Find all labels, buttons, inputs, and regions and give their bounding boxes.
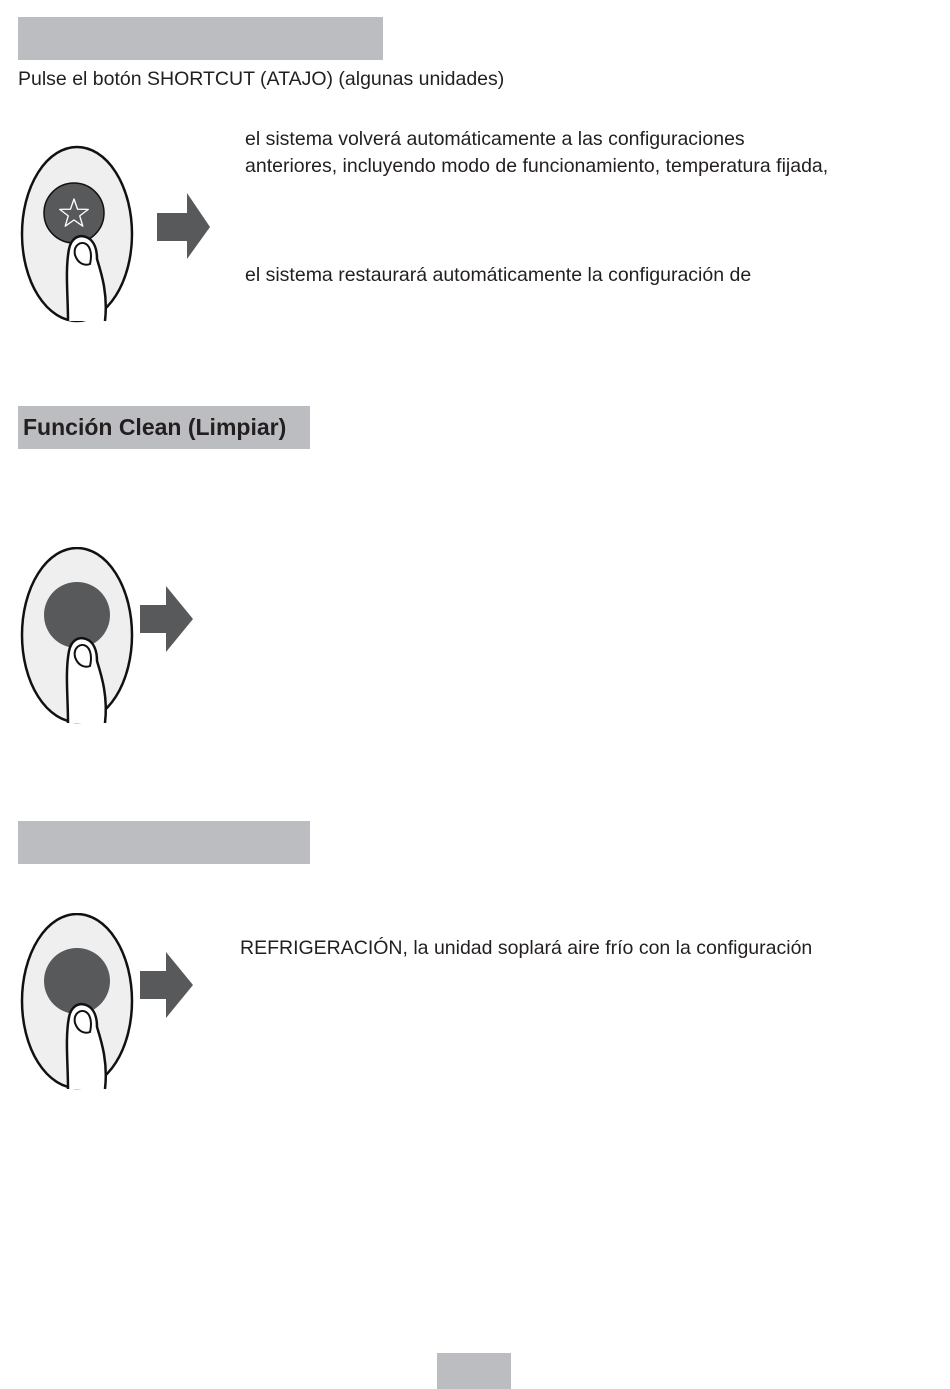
section-header-bar-shortcut [18, 17, 383, 60]
remote-figure-shortcut [20, 145, 216, 325]
page-number-tab [437, 1353, 511, 1389]
arrow-right-icon [157, 193, 210, 259]
shortcut-para2-line1: el sistema restaurará automáticamente la configuración de [245, 264, 752, 286]
remote-figure-clean [20, 547, 216, 727]
arrow-right-icon [140, 586, 193, 652]
section-header-bar-3 [18, 821, 310, 864]
arrow-right-icon [140, 952, 193, 1018]
shortcut-button [44, 183, 104, 243]
section-title-clean: Función Clean (Limpiar) [18, 406, 310, 449]
shortcut-instruction: Pulse el botón SHORTCUT (ATAJO) (algunas unidades) [18, 68, 505, 90]
shortcut-para1-line1: el sistema volverá automáticamente a las configuraciones [245, 128, 745, 150]
shortcut-para1-line2: anteriores, incluyendo modo de funcionamiento, temperatura fijada, [245, 155, 829, 177]
remote-figure-3 [20, 913, 216, 1093]
section3-para1-line1: REFRIGERACIÓN, la unidad soplará aire frío con la configuración [240, 937, 813, 959]
